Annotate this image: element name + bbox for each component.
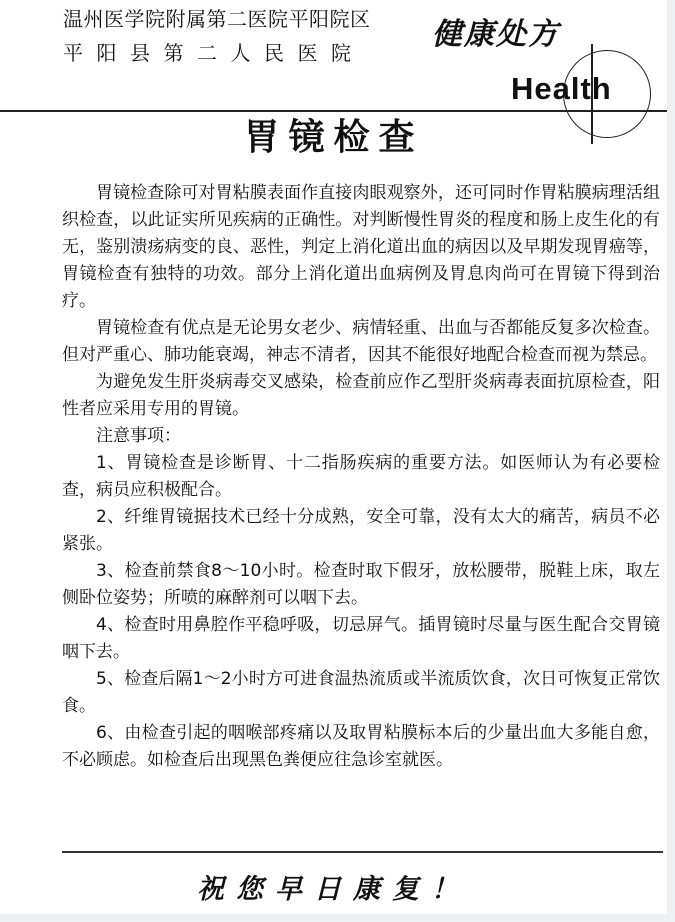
decorative-horizontal-line [0, 110, 667, 112]
note-item-6: 6、由检查引起的咽喉部疼痛以及取胃粘膜标本后的少量出血大多能自愈，不必顾虑。如检查后出现黑色粪便应往急诊室就医。 [62, 723, 660, 770]
closing-wish: 祝您早日康复！ [197, 874, 470, 905]
notes-heading: 注意事项： [96, 426, 181, 446]
paragraph-advantages: 胃镜检查有优点是无论男女老少、病情轻重、出血与否都能反复多次检查。但对严重心、肺功能衰竭，神志不清者，因其不能很好地配合检查而视为禁忌。 [62, 318, 660, 365]
footer-divider [62, 851, 663, 853]
paragraph-hepatitis: 为避免发生肝炎病毒交叉感染，检查前应作乙型肝炎病毒表面抗原检查，阳性者应采用专用的胃镜。 [62, 372, 660, 419]
viewer-background-right [667, 0, 675, 922]
note-item-5: 5、检查后隔1～2小时方可进食温热流质或半流质饮食，次日可恢复正常饮食。 [62, 669, 660, 716]
viewer-background-bottom [0, 914, 675, 922]
hospital-name-line2: 平阳县第二人民医院 [63, 41, 365, 65]
paragraph-intro: 胃镜检查除可对胃粘膜表面作直接肉眼观察外，还可同时作胃粘膜病理活组织检查，以此证实所见疾病的正确性。对判断慢性胃炎的程度和肠上皮生化的有无，鉴别溃疡病变的良、恶性，判定上消化道出血的病因以及早期发现胃癌等，胃镜检查有独特的功效。部分上消化道出血病例及胃息肉尚可在胃镜下得到治疗。 [62, 183, 660, 311]
brand-title-english: Health [511, 71, 612, 106]
note-item-2: 2、纤维胃镜据技术已经十分成熟，安全可靠，没有太大的痛苦，病员不必紧张。 [62, 507, 660, 554]
note-item-3: 3、检查前禁食8～10小时。检查时取下假牙，放松腰带，脱鞋上床，取左侧卧位姿势；所喷的麻醉剂可以咽下去。 [62, 561, 660, 608]
page-title: 胃镜检查 [243, 117, 424, 158]
note-item-1: 1、胃镜检查是诊断胃、十二指肠疾病的重要方法。如医师认为有必要检查，病员应积极配合。 [62, 453, 660, 500]
body-text [62, 180, 660, 774]
note-item-4: 4、检查时用鼻腔作平稳呼吸，切忌屏气。插胃镜时尽量与医生配合交胃镜咽下去。 [62, 615, 660, 662]
brand-title-chinese: 健康处方 [432, 17, 560, 52]
hospital-name-line1: 温州医学院附属第二医院平阳院区 [63, 7, 371, 31]
